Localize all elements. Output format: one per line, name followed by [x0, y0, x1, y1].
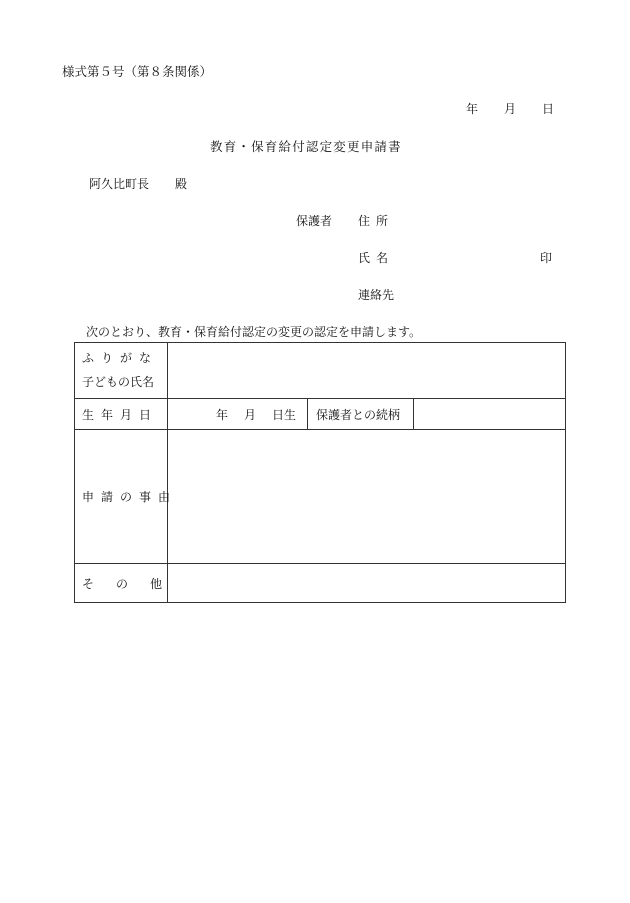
address-label: 住所 [358, 214, 395, 228]
relationship-label: 保護者との続柄 [316, 407, 401, 422]
date-month-label: 月 [504, 102, 517, 116]
furigana-label: ふりがな [82, 351, 159, 365]
reason-field[interactable] [168, 430, 566, 564]
table-row-reason [75, 430, 566, 564]
name-label: 氏名 [358, 251, 395, 265]
application-table [74, 342, 566, 603]
seal-mark: 印 [540, 251, 553, 265]
birth-year-label: 年 [216, 407, 229, 422]
addressee-honorific: 殿 [175, 177, 188, 191]
other-field[interactable] [168, 564, 566, 603]
child-name-field[interactable] [168, 343, 566, 399]
form-number: 様式第５号（第８条関係） [62, 64, 213, 79]
reason-label-cell [75, 430, 178, 564]
table-row-other [75, 564, 566, 603]
addressee [89, 178, 187, 190]
document-title: 教育・保育給付認定変更申請書 [210, 139, 402, 154]
other-label: その他 [82, 576, 185, 591]
date-year-label: 年 [466, 102, 479, 116]
guardian-label: 保護者 [296, 214, 333, 228]
other-label-cell [75, 564, 185, 603]
child-name-label: 子どもの氏名 [82, 375, 155, 389]
table-row-birthdate [75, 399, 566, 430]
birth-month-label: 月 [244, 407, 257, 422]
child-name-label-cell [75, 343, 168, 399]
birthdate-field[interactable] [168, 399, 308, 430]
relationship-label-cell [308, 399, 414, 430]
birthdate-label: 生年月日 [82, 407, 159, 422]
intro-text: 次のとおり、教育・保育給付認定の変更の認定を申請します。 [86, 325, 422, 339]
date-day-label: 日 [542, 102, 555, 116]
relationship-field[interactable] [414, 399, 566, 430]
table-row-child-name [75, 343, 566, 399]
addressee-name: 阿久比町長 [89, 177, 150, 191]
birthdate-label-cell [75, 399, 168, 430]
reason-label: 申請の事由 [82, 490, 178, 504]
birth-day-label: 日生 [272, 407, 297, 422]
contact-label: 連絡先 [358, 288, 395, 302]
date-line [466, 103, 554, 115]
